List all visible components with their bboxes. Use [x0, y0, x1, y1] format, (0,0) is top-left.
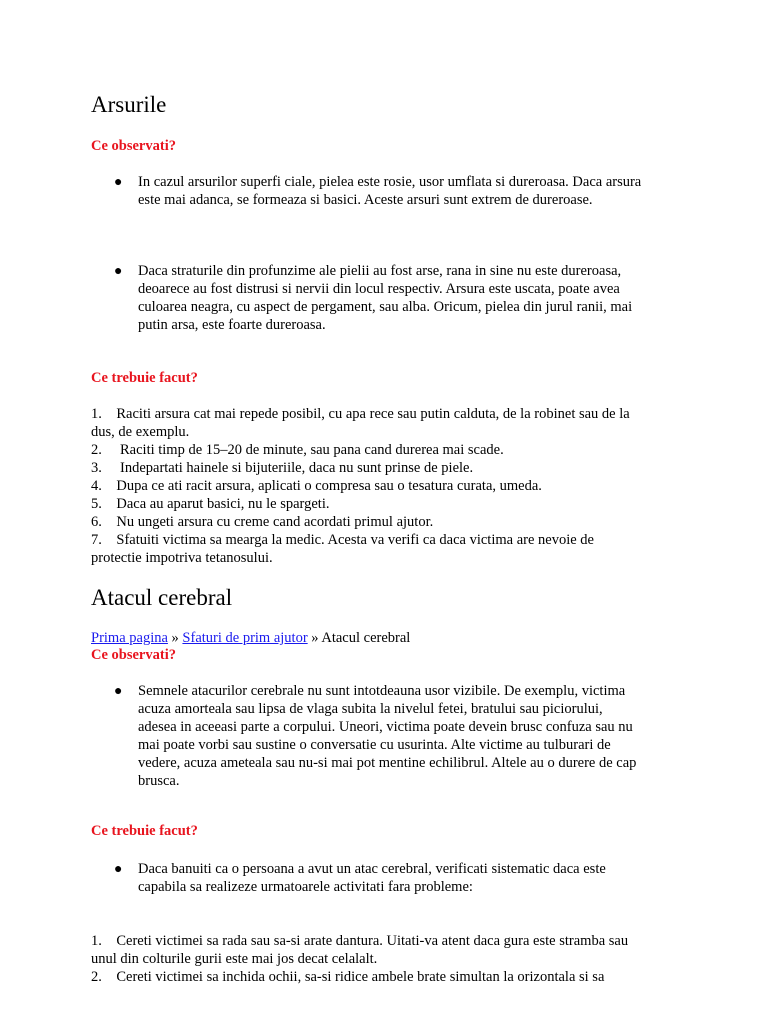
step-line: 2. Raciti timp de 15–20 de minute, sau pana cand durerea mai scade. — [91, 442, 504, 458]
text-line: Daca banuiti ca o persoana a avut un atac cerebral, verificati sistematic daca este — [138, 861, 606, 877]
bullet-text-verify — [138, 860, 606, 896]
bullet-dot: ● — [114, 684, 123, 699]
section-title-atacul-cerebral: Atacul cerebral — [91, 585, 233, 610]
text-line: adesea in aceeasi parte a corpului. Uneori, victima poate devein brusc confuza sau nu — [138, 719, 633, 735]
bullet-text-stroke-signs — [138, 682, 636, 790]
heading-ce-observati-2: Ce observati? — [91, 647, 176, 663]
text-line: culoarea neagra, cu aspect de pergament, sau alba. Oricum, pielea din jurul ranii, mai — [138, 299, 633, 315]
step-line: dus, de exemplu. — [91, 424, 190, 440]
section-title-arsurile: Arsurile — [91, 92, 167, 117]
text-line: putin arsa, este foarte dureroasa. — [138, 317, 326, 333]
breadcrumb-link-sfaturi[interactable]: Sfaturi de prim ajutor — [182, 630, 308, 646]
bullet-text-deep-burns — [138, 262, 632, 334]
step-line: protectie impotriva tetanosului. — [91, 550, 273, 566]
steps-list-burns — [91, 405, 630, 567]
text-line: Semnele atacurilor cerebrale nu sunt intotdeauna usor vizibile. De exemplu, victima — [138, 683, 626, 699]
bullet-dot: ● — [114, 175, 123, 190]
step-line: 4. Dupa ce ati racit arsura, aplicati o compresa sau o tesatura curata, umeda. — [91, 478, 542, 494]
breadcrumb-separator: » — [307, 630, 322, 646]
steps-list-stroke — [91, 932, 628, 986]
text-line: Daca straturile din profunzime ale pielii au fost arse, rana in sine nu este dureroasa, — [138, 263, 622, 279]
breadcrumb — [91, 629, 410, 647]
text-line: mai poate vorbi sau sustine o conversatie cu usurinta. Alte victime au tulburari de — [138, 737, 611, 753]
text-line: In cazul arsurilor superfi ciale, pielea este rosie, usor umflata si dureroasa. Daca arsura — [138, 174, 642, 190]
step-line: unul din colturile gurii este mai jos decat celalalt. — [91, 951, 378, 967]
text-line: deoarece au fost distrusi si nervii din locul respectiv. Arsura este uscata, poate avea — [138, 281, 620, 297]
text-line: este mai adanca, se formeaza si basici. Aceste arsuri sunt extrem de dureroase. — [138, 192, 593, 208]
breadcrumb-separator: » — [167, 630, 183, 646]
breadcrumb-current: Atacul cerebral — [321, 630, 411, 646]
heading-ce-trebuie-facut-2: Ce trebuie facut? — [91, 823, 198, 839]
heading-ce-trebuie-facut-1: Ce trebuie facut? — [91, 370, 198, 386]
heading-ce-observati-1: Ce observati? — [91, 138, 176, 154]
text-line: capabila sa realizeze urmatoarele activitati fara probleme: — [138, 879, 473, 895]
step-line: 7. Sfatuiti victima sa mearga la medic. Acesta va verifi ca daca victima are nevoie de — [91, 532, 594, 548]
step-line: 6. Nu ungeti arsura cu creme cand acordati primul ajutor. — [91, 514, 434, 530]
step-line: 1. Cereti victimei sa rada sau sa-si arate dantura. Uitati-va atent daca gura este stramba sau — [91, 933, 629, 949]
step-line: 2. Cereti victimei sa inchida ochii, sa-si ridice ambele brate simultan la orizontala si sa — [91, 969, 605, 985]
text-line: vedere, acuza ameteala sau nu-si mai pot mentine echilibrul. Altele au o durere de cap — [138, 755, 637, 771]
bullet-text-superficial-burns — [138, 173, 641, 209]
bullet-dot: ● — [114, 264, 123, 279]
step-line: 3. Indepartati hainele si bijuteriile, daca nu sunt prinse de piele. — [91, 460, 474, 476]
step-line: 1. Raciti arsura cat mai repede posibil, cu apa rece sau putin calduta, de la robinet sau de la — [91, 406, 630, 422]
text-line: acuza amorteala sau lipsa de vlaga subita la nivelul fetei, bratului sau piciorului, — [138, 701, 603, 717]
text-line: brusca. — [138, 773, 180, 789]
step-line: 5. Daca au aparut basici, nu le spargeti. — [91, 496, 330, 512]
breadcrumb-link-prima-pagina[interactable]: Prima pagina — [91, 630, 168, 646]
bullet-dot: ● — [114, 862, 123, 877]
